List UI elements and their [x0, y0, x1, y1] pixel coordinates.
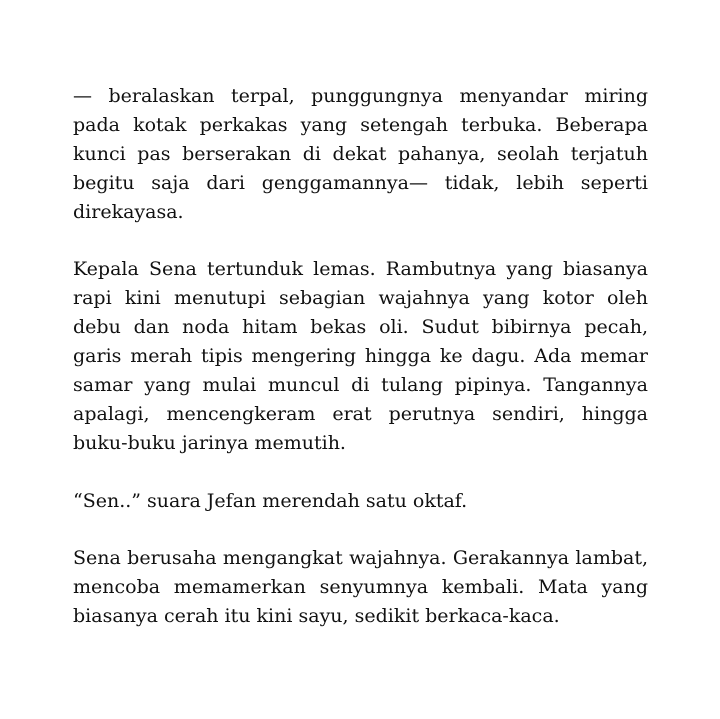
paragraph-4: Sena berusaha mengangkat wajahnya. Gerakannya lambat, mencoba memamerkan senyumnya kembali. Mata yang biasanya cerah itu kini sayu, sedikit berkaca-kaca. — [73, 547, 648, 628]
paragraph-3: “Sen..” suara Jefan merendah satu oktaf. — [73, 489, 468, 512]
paragraph-1: — beralaskan terpal, punggungnya menyandar miring pada kotak perkakas yang setengah terbuka. Beberapa kunci pas berserakan di dekat pahanya, seolah terjatuh begitu saja dari genggamannya— tidak, lebih seperti direkayasa. — [73, 85, 648, 223]
paragraph-2: Kepala Sena tertunduk lemas. Rambutnya yang biasanya rapi kini menutupi sebagian wajahnya yang kotor oleh debu dan noda hitam bekas oli. Sudut bibirnya pecah, garis merah tipis mengering hingga ke dagu. Ada memar samar yang mulai muncul di tulang pipinya. Tangannya apalagi, mencengkeram erat perutnya sendiri, hingga buku-buku jarinya memutih. — [73, 258, 648, 454]
document-page — [73, 82, 648, 631]
